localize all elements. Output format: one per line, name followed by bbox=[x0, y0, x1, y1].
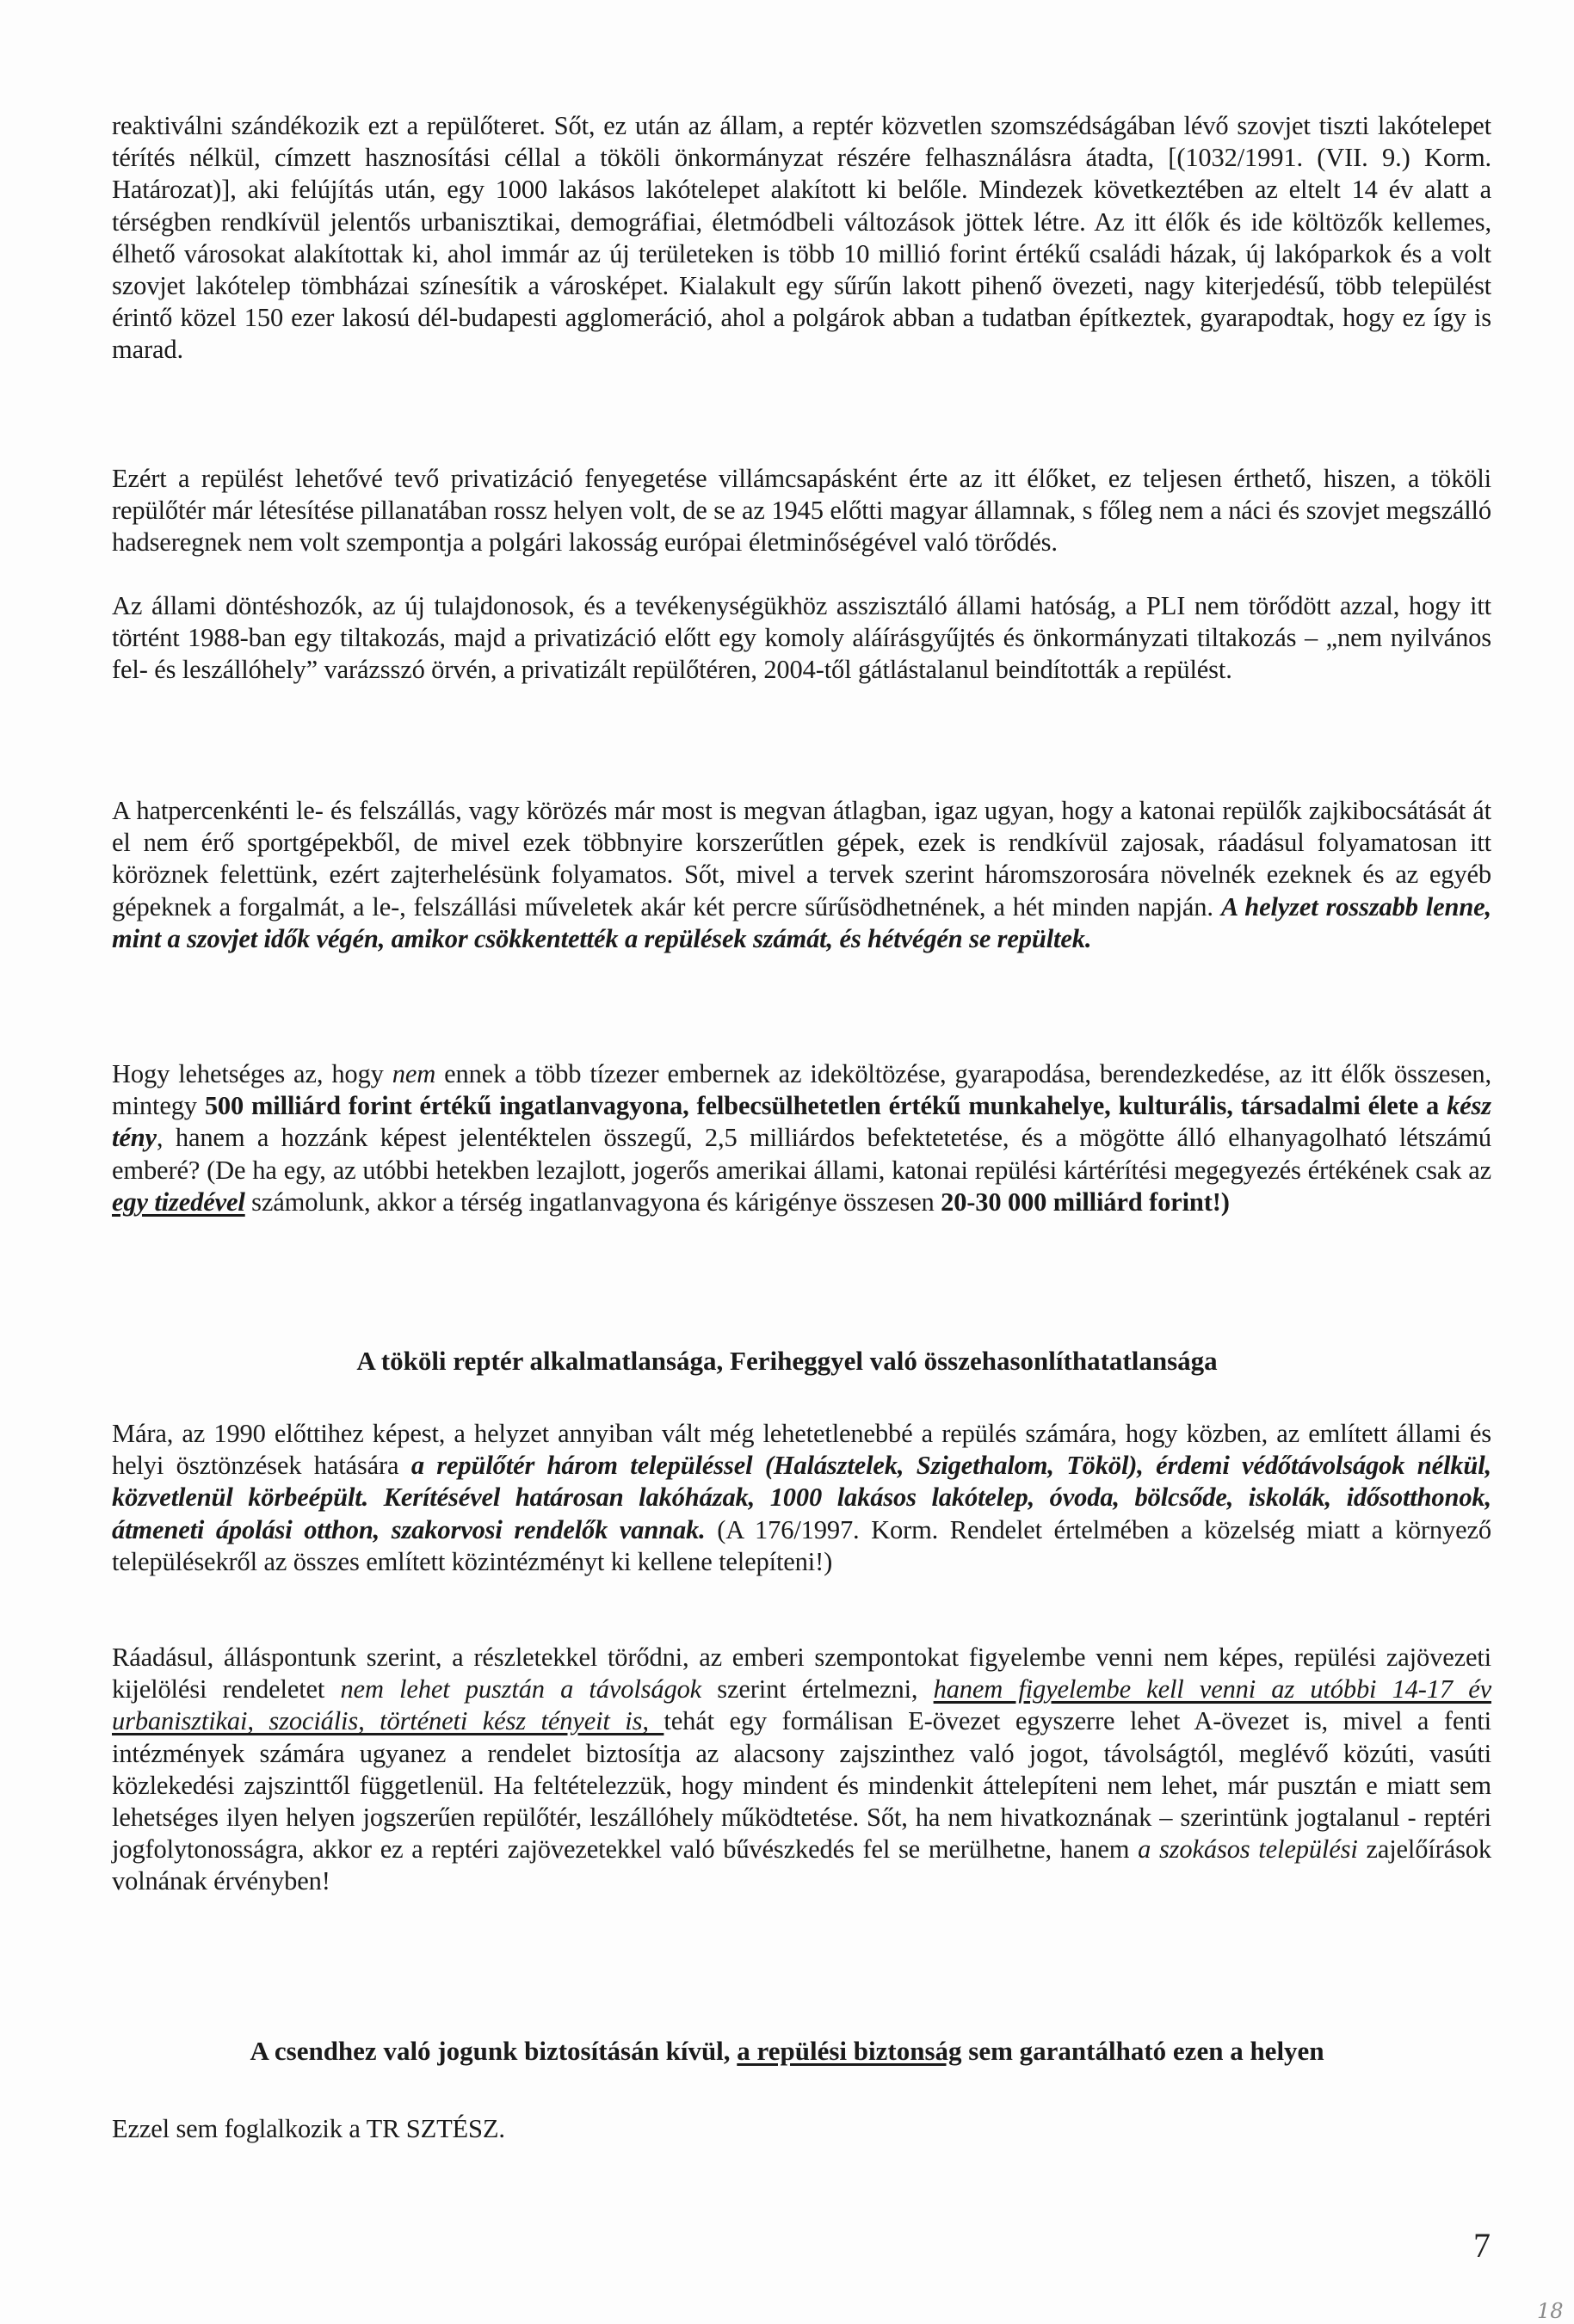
handwritten-page-mark: 18 bbox=[1537, 2299, 1564, 2323]
paragraph-2-text: Ezért a repülést lehetővé tevő privatizáció fenyegetése villámcsapásként érte az itt élőket, ez teljesen érthető, hiszen, a tököli repülőtér már létesítése pillanatában rossz helyen volt, de se az 1945 előtti magyar államnak, s főleg nem a náci és szovjet megszálló hadseregnek nem volt szempontja a polgári lakosság európai életminőségével való törődés. bbox=[112, 464, 1491, 558]
paragraph-8 bbox=[112, 2113, 1491, 2145]
paragraph-4-body bbox=[112, 795, 1491, 955]
paragraph-7-italic-2: a szokásos települési bbox=[1138, 1834, 1358, 1865]
paragraph-5-underline: egy tizedével bbox=[112, 1187, 245, 1217]
paragraph-5-body bbox=[112, 1058, 1491, 1218]
paragraph-3 bbox=[112, 590, 1491, 687]
paragraph-7-italic-1: nem lehet pusztán a távolságok bbox=[340, 1674, 702, 1704]
paragraph-7-part-2: szerint értelmezni, bbox=[701, 1674, 934, 1704]
paragraph-5-part-3: , hanem a hozzánk képest jelentéktelen összegű, 2,5 milliárdos befektetetése, és a mögötte álló elhanyagolható létszámú emberé? (De ha egy, az utóbbi hetekben lezajlott, jogerős amerikai állami, katonai repülési kártérítési megegyezés értékének csak az bbox=[112, 1123, 1491, 1185]
paragraph-5-italic: nem bbox=[392, 1059, 436, 1088]
paragraph-4 bbox=[112, 795, 1491, 955]
paragraph-7-underline-italic: hanem figyelembe kell venni az utóbbi 14-17 év urbanisztikai, szociális, történeti kész tényeit is, bbox=[112, 1674, 1491, 1736]
paragraph-6-part-1: Mára, az 1990 előttihez képest, a helyzet annyiban vált még lehetetlenebbé a repülés számára, hogy közben, az említett állami és helyi ösztönzések hatására bbox=[112, 1419, 1491, 1481]
paragraph-5-bold: 500 milliárd forint értékű ingatlanvagyona, felbecsülhetetlen értékű munkahelye, kulturális, társadalmi élete a bbox=[204, 1091, 1447, 1121]
paragraph-5-bold-italic: kész tény bbox=[112, 1091, 1491, 1153]
section-heading-2-part-1: A csendhez való jogunk biztosításán kívül, bbox=[250, 2036, 738, 2066]
paragraph-4-emphasis: A helyzet rosszabb lenne, mint a szovjet idők végén, amikor csökkentették a repülések számát, és hétvégén se repültek. bbox=[112, 891, 1491, 953]
paragraph-1-text: reaktiválni szándékozik ezt a repülőteret. Sőt, ez után az állam, a reptér közvetlen szomszédságában lévő szovjet tiszti lakótelepet térítés nélkül, címzett hasznosítási céllal a tököli önkormányzat részére felhasználásra átadta, [(1032/1991. (VII. 9.) Korm. Határozat)], aki felújítás után, egy 1000 lakásos lakótelepet alakított ki belőle. Mindezek következtében az eltelt 14 év alatt a térségben rendkívül jelentős urbanisztikai, demográfiai, életmódbeli változások jöttek létre. Az itt élők és ide költözők kellemes, élhető városokat alakítottak ki, ahol immár az új területeken is több 10 millió forint értékű családi házak, új lakóparkok és a volt szovjet lakótelep tömbházai színesítik a városképet. Kialakult egy sűrűn lakott pihenő övezeti, nagy kiterjedésű, több települést érintő közel 150 ezer lakosú dél-budapesti agglomeráció, ahol a polgárok abban a tudatban építkeztek, gyarapodtak, hogy ez így is marad. bbox=[112, 111, 1491, 365]
paragraph-8-text: Ezzel sem foglalkozik a TR SZTÉSZ. bbox=[112, 2114, 505, 2143]
paragraph-2 bbox=[112, 463, 1491, 559]
paragraph-7-body bbox=[112, 1642, 1491, 1898]
paragraph-5-bold-total: 20-30 000 milliárd forint!) bbox=[941, 1187, 1230, 1217]
paragraph-1 bbox=[112, 110, 1491, 367]
paragraph-7-part-3: tehát egy formálisan E-övezet egyszerre lehet A-övezet is, mivel a fenti intézmények számára ugyanez a rendelet biztosítja az alacsony zajszinthez való jogot, távolságtól, meglévő közúti, vasúti közlekedési zajszinttől függetlenül. Ha feltételezzük, hogy mindent és mindenkit áttelepíteni nem lehet, már pusztán e miatt sem lehetséges ilyen helyen jogszerűen repülőtér, leszállóhely működtetése. Sőt, ha nem hivatkoznának – szerintünk jogtalanul - reptéri jogfolytonosságra, akkor ez a reptéri zajövezetekkel való bűvészkedés fel se merülhetne, hanem bbox=[112, 1706, 1491, 1865]
section-heading-2-part-2: sem garantálható ezen a helyen bbox=[961, 2036, 1324, 2066]
page-number: 7 bbox=[1473, 2226, 1491, 2265]
paragraph-5-part-4: számolunk, akkor a térség ingatlanvagyona és kárigénye összesen bbox=[244, 1187, 941, 1217]
paragraph-5-part-2: ennek a több tízezer embernek az ideköltözése, gyarapodása, berendezkedése, az itt élők összesen, mintegy bbox=[112, 1059, 1491, 1121]
paragraph-5 bbox=[112, 1058, 1491, 1218]
paragraph-7-part-1: Ráadásul, álláspontunk szerint, a részletekkel törődni, az emberi szempontokat figyelembe venni nem képes, repülési zajövezeti kijelölési rendeletet bbox=[112, 1643, 1491, 1704]
paragraph-7 bbox=[112, 1642, 1491, 1898]
paragraph-5-part-1: Hogy lehetséges az, hogy bbox=[112, 1059, 392, 1088]
paragraph-7-part-4: zajelőírások volnának érvényben! bbox=[112, 1834, 1491, 1896]
paragraph-6-body bbox=[112, 1418, 1491, 1578]
section-heading-2 bbox=[0, 2034, 1574, 2068]
paragraph-6-part-2: (A 176/1997. Korm. Rendelet értelmében a közelség miatt a környező településekről az összes említett közintézményt ki kellene telepíteni!) bbox=[112, 1514, 1492, 1576]
paragraph-4-text: A hatpercenkénti le- és felszállás, vagy körözés már most is megvan átlagban, igaz ugyan, hogy a katonai repülők zajkibocsátását át el nem érő sportgépekből, de mivel ezek többnyire korszerűtlen gépek, ezek is rendkívül zajosak, ráadásul folyamatosan itt köröznek felettünk, ezért zajterhelésünk folyamatos. Sőt, mivel a tervek szerint háromszorosára növelnék ezeknek és az egyéb gépeknek a forgalmát, a le-, felszállási műveletek akár két percre sűrűsödhetnének, a hét minden napján. bbox=[112, 796, 1491, 922]
section-heading-1: A tököli reptér alkalmatlansága, Feriheggyel való összehasonlíthatatlansága bbox=[356, 1346, 1218, 1376]
paragraph-6-emphasis: a repülőtér három településsel (Halásztelek, Szigethalom, Tököl), érdemi védőtávolságok nélkül, közvetlenül körbeépült. Kerítésével határosan lakóházak, 1000 lakásos lakótelep, óvoda, bölcsőde, iskolák, idősotthonok, átmeneti ápolási otthon, szakorvosi rendelők vannak. bbox=[112, 1451, 1491, 1544]
paragraph-3-text: Az állami döntéshozók, az új tulajdonosok, és a tevékenységükhöz asszisztáló állami hatóság, a PLI nem törődött azzal, hogy itt történt 1988-ban egy tiltakozás, majd a privatizáció előtt egy komoly aláírásgyűjtés és önkormányzati tiltakozás – „nem nyilvános fel- és leszállóhely” varázsszó örvén, a privatizált repülőtéren, 2004-től gátlástalanul beindították a repülést. bbox=[112, 591, 1491, 685]
section-heading-2-underline: a repülési biztonság bbox=[737, 2036, 962, 2066]
paragraph-6 bbox=[112, 1418, 1491, 1578]
